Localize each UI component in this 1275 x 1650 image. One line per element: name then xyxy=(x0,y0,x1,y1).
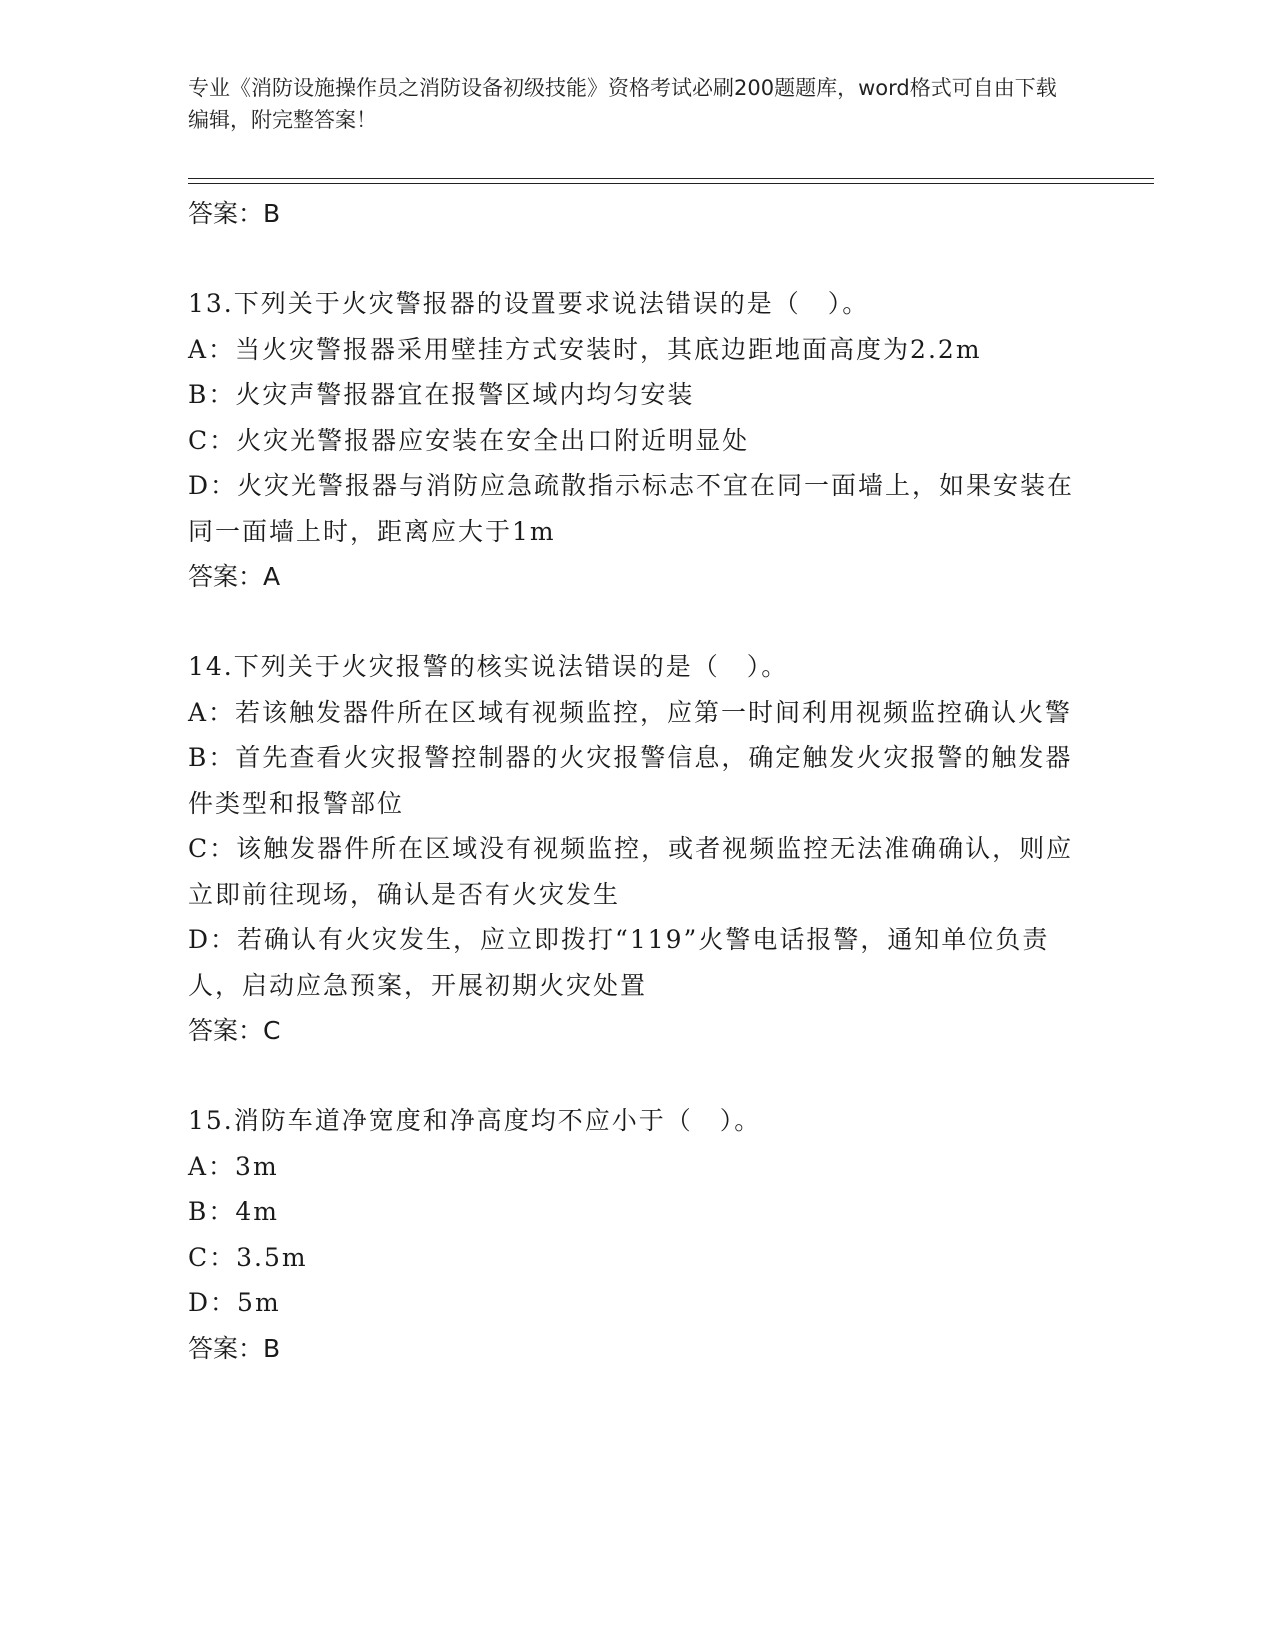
question-list xyxy=(188,191,1088,1372)
header-rule-top xyxy=(188,178,1154,179)
header-rule-bottom xyxy=(188,183,1154,184)
option-d: D：5m xyxy=(188,1288,281,1317)
question-15 xyxy=(188,1098,1088,1372)
document-header: 专业《消防设施操作员之消防设备初级技能》资格考试必刷200题题库，word格式可自由下载编辑，附完整答案！ xyxy=(188,76,1057,132)
option-a: A：若该触发器件所在区域有视频监控，应第一时间利用视频监控确认火警 xyxy=(188,697,1073,727)
question-13 xyxy=(188,281,1088,600)
option-c: C：火灾光警报器应安装在安全出口附近明显处 xyxy=(188,425,750,455)
question-stem: 14.下列关于火灾报警的核实说法错误的是（ ）。 xyxy=(188,652,789,681)
question-answer: 答案：A xyxy=(188,562,281,591)
previous-answer: 答案：B xyxy=(188,199,281,228)
option-d: D：火灾光警报器与消防应急疏散指示标志不宜在同一面墙上，如果安装在同一面墙上时，距离应大于1m xyxy=(188,471,1075,546)
option-b: B：火灾声警报器宜在报警区域内均匀安装 xyxy=(188,380,695,409)
option-b: B：4m xyxy=(188,1197,279,1226)
option-a: A：当火灾警报器采用壁挂方式安装时，其底边距地面高度为2.2m xyxy=(188,334,982,364)
question-14 xyxy=(188,644,1088,1054)
question-answer: 答案：C xyxy=(188,1016,281,1045)
option-b: B：首先查看火灾报警控制器的火灾报警信息，确定触发火灾报警的触发器件类型和报警部位 xyxy=(188,743,1073,818)
question-answer: 答案：B xyxy=(188,1333,281,1363)
option-a: A：3m xyxy=(188,1151,279,1181)
option-c: C：3.5m xyxy=(188,1242,308,1272)
question-stem: 13.下列关于火灾警报器的设置要求说法错误的是（ ）。 xyxy=(188,289,870,318)
option-c: C：该触发器件所在区域没有视频监控，或者视频监控无法准确确认，则应立即前往现场，确认是否有火灾发生 xyxy=(188,834,1074,909)
question-stem: 15.消防车道净宽度和净高度均不应小于（ ）。 xyxy=(188,1106,762,1135)
option-d: D：若确认有火灾发生，应立即拨打“119”火警电话报警，通知单位负责人，启动应急预案，开展初期火灾处置 xyxy=(188,925,1050,1000)
